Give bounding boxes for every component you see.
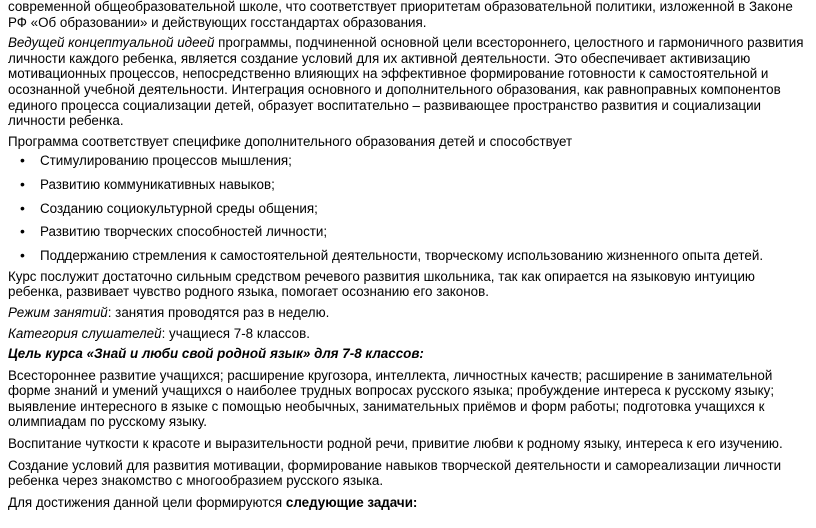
- course-goal-text: Цель курса «Знай и люби свой родной язык» для 7-8 классов:: [8, 346, 424, 362]
- paragraph-tasks-intro: [8, 495, 808, 511]
- list-item: • Развитию творческих способностей личности;: [40, 224, 808, 248]
- audience-lead: Категория слушателей: [8, 325, 162, 341]
- contribution-list: [8, 153, 808, 266]
- paragraph-intro-continuation: современной общеобразовательной школе, что соответствует приоритетам образовательной политики, изложенной в Законе РФ «Об образовании» и действующих госстандартах образования.: [8, 0, 793, 30]
- paragraph-goal-development: Всестороннее развитие учащихся; расширение кругозора, интеллекта, личностных качеств; расширение в занимательной форме знаний и умений учащихся о наиболее трудных вопросах русского языка; пробуждение интереса к русскому языку; выявление интересного в языке с помощью необычных, занимательных приёмов и форм работы; подготовка учащихся к олимпиадам по русскому языку.: [8, 367, 775, 430]
- paragraph-schedule: [8, 305, 808, 321]
- paragraph-course-benefit: Курс послужит достаточно сильным средством речевого развития школьника, так как опирается на языковую интуицию ребенка, развивает чувство родного языка, помогает осознанию его законов.: [8, 268, 755, 300]
- list-item: • Развитию коммуникативных навыков;: [40, 177, 808, 201]
- concept-text: программы, подчиненной основной цели всестороннего, целостного и гармоничного развития личности каждого ребенка, является создание условий для их активной деятельности. Это обеспечивает активизацию мотивационных процессов, непосредственно влияющих на эффективное формирование готовности к самостоятельной и осознанной учебной деятельности. Интеграция основного и дополнительного образования, как равноправных компонентов единого процесса социализации детей, образует воспитательно – развивающее пространство развития и социализации личности ребенка.: [8, 35, 804, 129]
- paragraph-goal-conditions: Создание условий для развития мотивации, формирование навыков творческой деятельности и самореализации личности ребенка через знакомство с многообразием русского языка.: [8, 457, 782, 489]
- paragraph-audience: [8, 326, 808, 342]
- course-goal-heading: [8, 346, 808, 362]
- list-item: • Созданию социокультурной среды общения;: [40, 201, 808, 225]
- tasks-intro-text: Для достижения данной цели формируются: [8, 494, 286, 510]
- list-item: • Стимулированию процессов мышления;: [40, 153, 808, 177]
- audience-text: : учащиеся 7-8 классов.: [161, 325, 310, 341]
- paragraph-concept: [8, 35, 808, 129]
- paragraph-program-correspondence: Программа соответствует специфике дополнительного образования детей и способствует: [8, 133, 573, 149]
- paragraph-goal-upbringing: Воспитание чуткости к красоте и выразительности родной речи, привитие любви к родному языку, интереса к его изучению.: [8, 436, 783, 452]
- tasks-intro-bold: следующие задачи:: [285, 494, 418, 510]
- schedule-text: : занятия проводятся раз в неделю.: [107, 304, 330, 320]
- list-item: • Поддержанию стремления к самостоятельной деятельности, творческому использованию жизненного опыта детей.: [40, 248, 808, 267]
- concept-lead: Ведущей концептуальной идеей: [8, 35, 215, 51]
- schedule-lead: Режим занятий: [8, 304, 108, 320]
